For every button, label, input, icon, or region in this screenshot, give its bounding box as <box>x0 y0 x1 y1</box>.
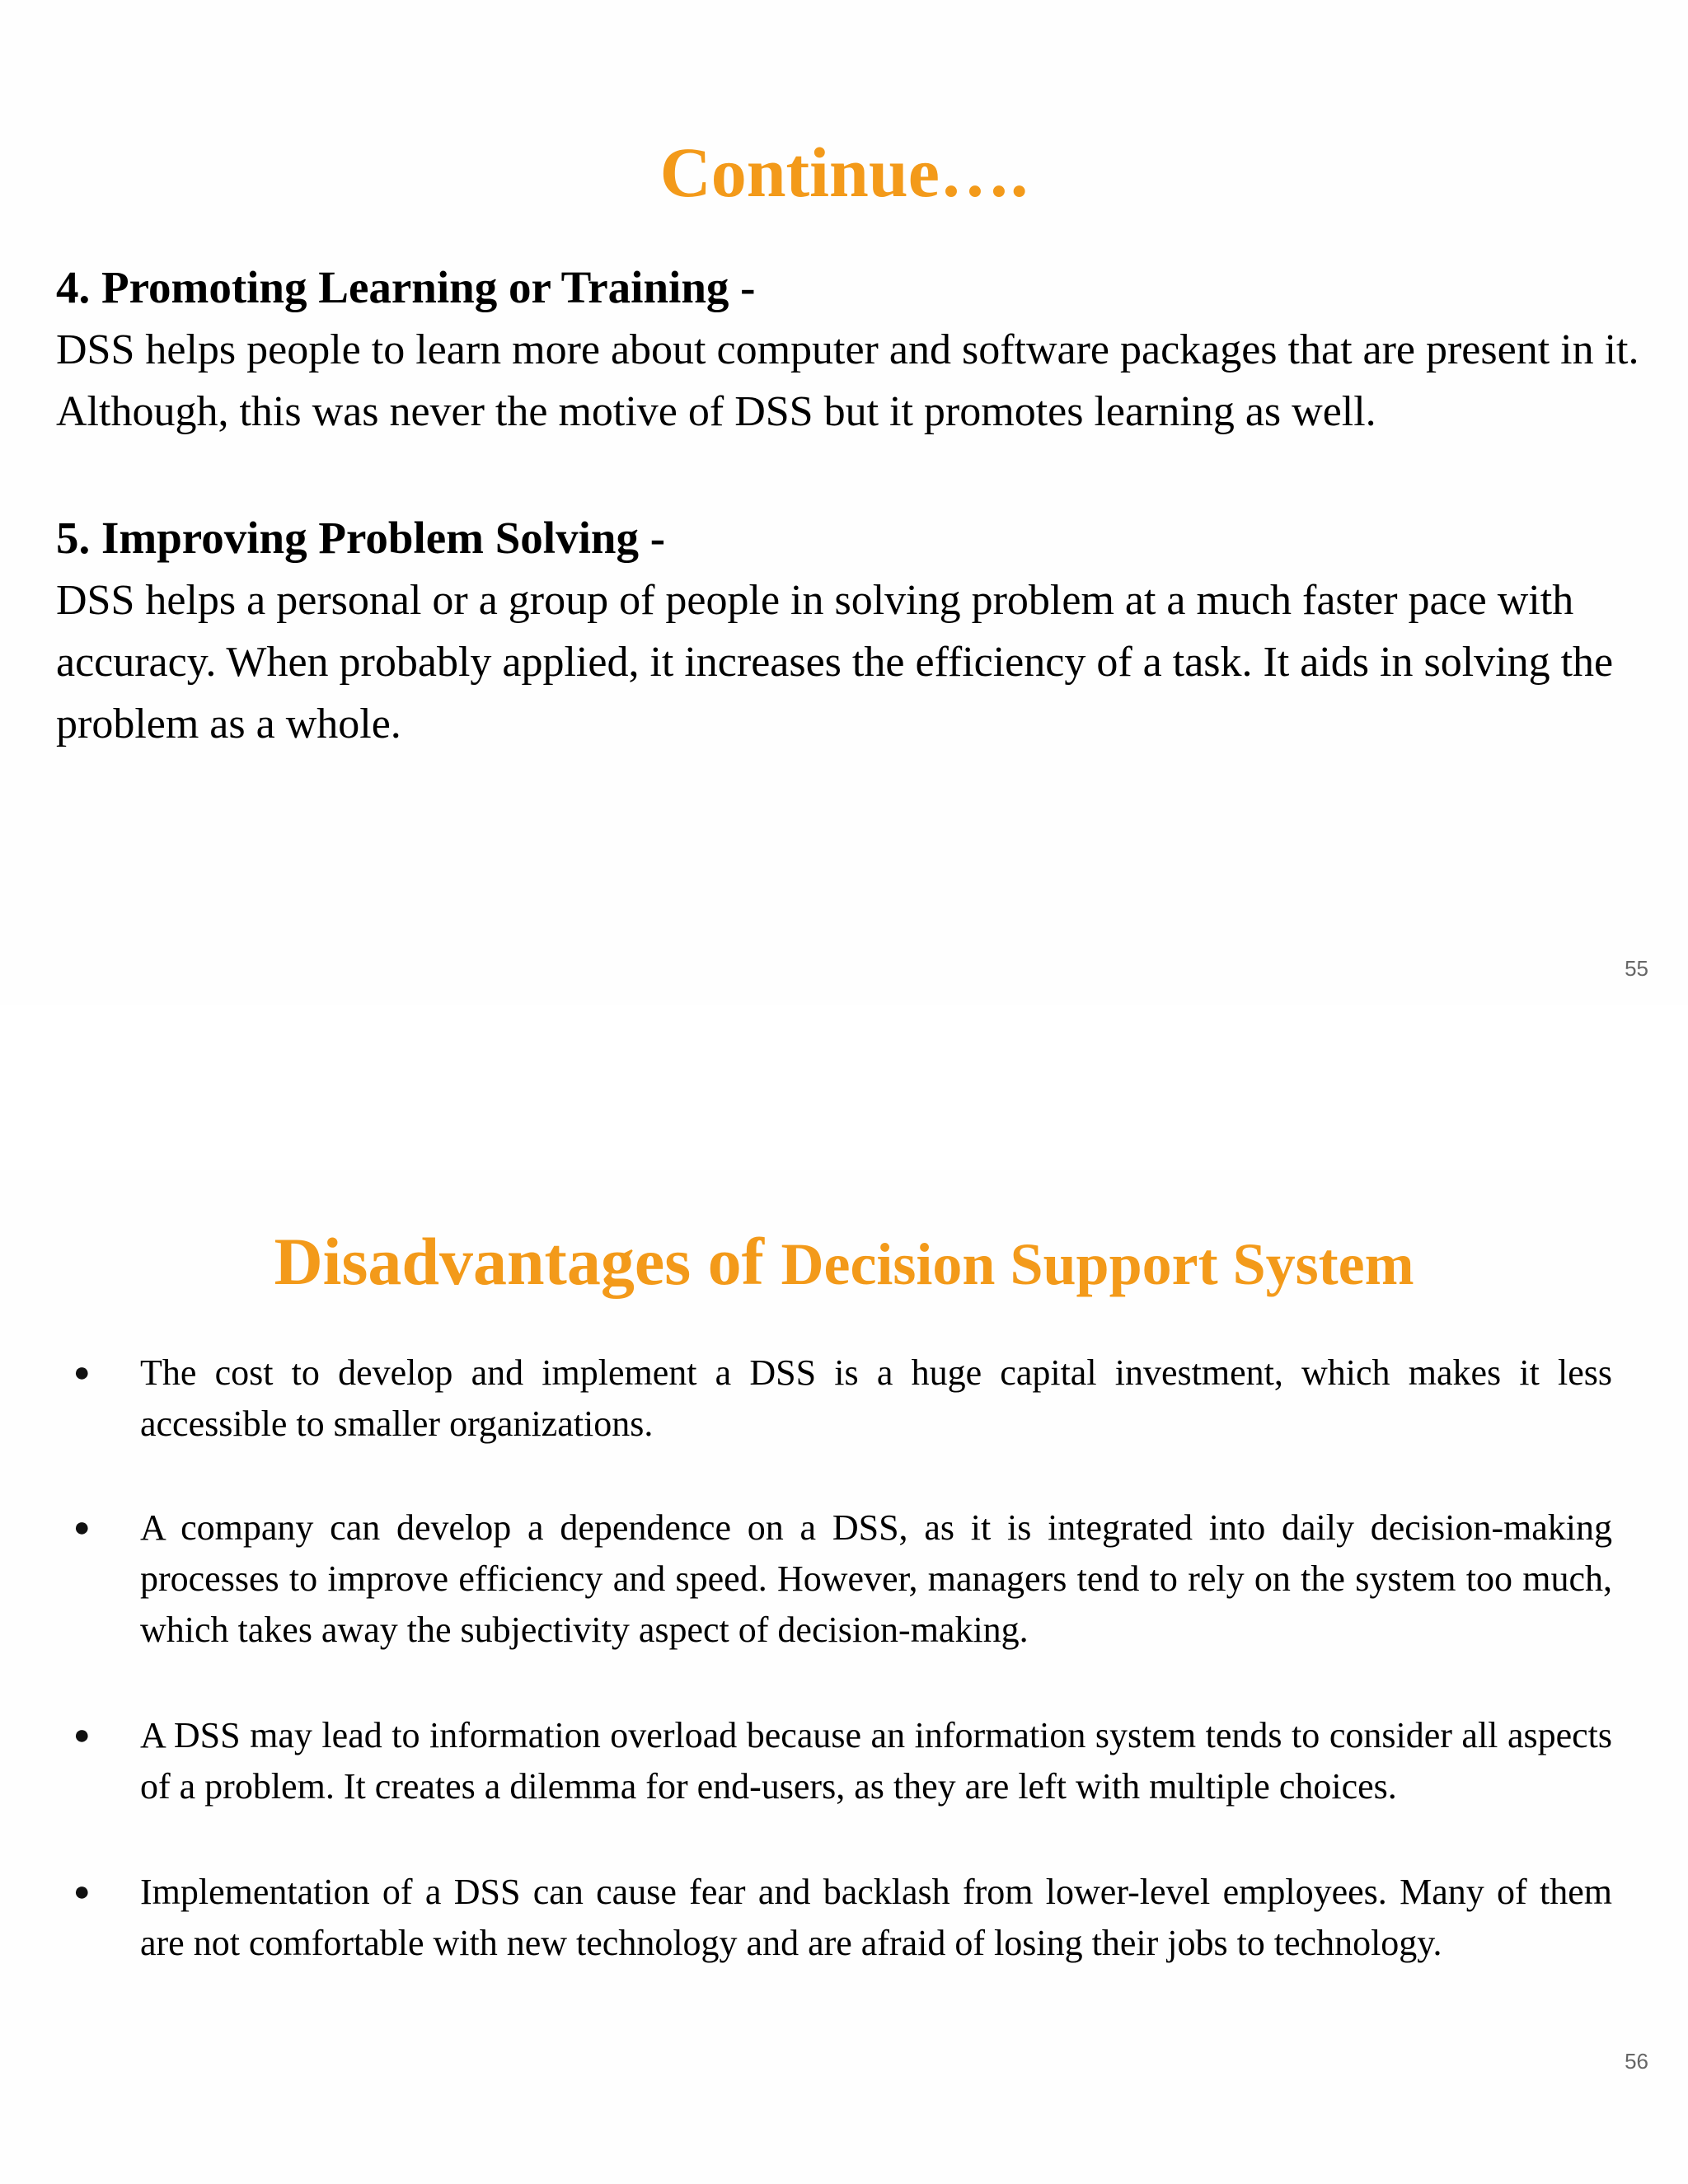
slide-55 <box>0 0 1688 1005</box>
slide-title <box>0 1224 1688 1299</box>
bullet-icon <box>73 1347 98 1372</box>
section-heading: 5. Improving Problem Solving - <box>56 513 666 563</box>
bullet-text: The cost to develop and implement a DSS is a huge capital investment, which makes it less accessible to smaller organizations. <box>140 1352 1612 1444</box>
bullet-text: A company can develop a dependence on a DSS, as it is integrated into daily decision-making processes to improve efficiency and speed. However, managers tend to rely on the system too much, which takes away the subjectivity aspect of decision-making. <box>140 1507 1612 1650</box>
bullet-icon <box>73 1710 98 1735</box>
bullet-icon <box>73 1867 98 1891</box>
bullet-text: A DSS may lead to information overload because an information system tends to consider all aspects of a problem. It creates a dilemma for end-users, as they are left with multiple choices. <box>140 1715 1612 1807</box>
slide-title: Continue…. <box>659 133 1029 212</box>
slide-title-part-a: Disadvantages of <box>274 1224 781 1299</box>
section-promoting-learning <box>56 256 1639 443</box>
slide-56 <box>0 1170 1688 2184</box>
section-body: DSS helps a personal or a group of people in solving problem at a much faster pace with accuracy. When probably applied, it increases the efficiency of a task. It aids in solving the problem as a whole. <box>56 577 1614 748</box>
slide-title-part-b: Decision Support System <box>781 1231 1414 1297</box>
section-heading: 4. Promoting Learning or Training - <box>56 262 756 312</box>
bullet-icon <box>73 1502 98 1527</box>
section-body: DSS helps people to learn more about computer and software packages that are present in it. Although, this was never the motive of DSS but it promotes learning as well. <box>56 326 1639 435</box>
section-improving-problem-solving <box>56 507 1639 755</box>
bullet-text: Implementation of a DSS can cause fear and backlash from lower-level employees. Many of them are not comfortable with new technology and are afraid of losing their jobs to technology. <box>140 1872 1612 1963</box>
page-number: 56 <box>1625 2049 1648 2074</box>
page-number: 55 <box>1625 956 1648 981</box>
